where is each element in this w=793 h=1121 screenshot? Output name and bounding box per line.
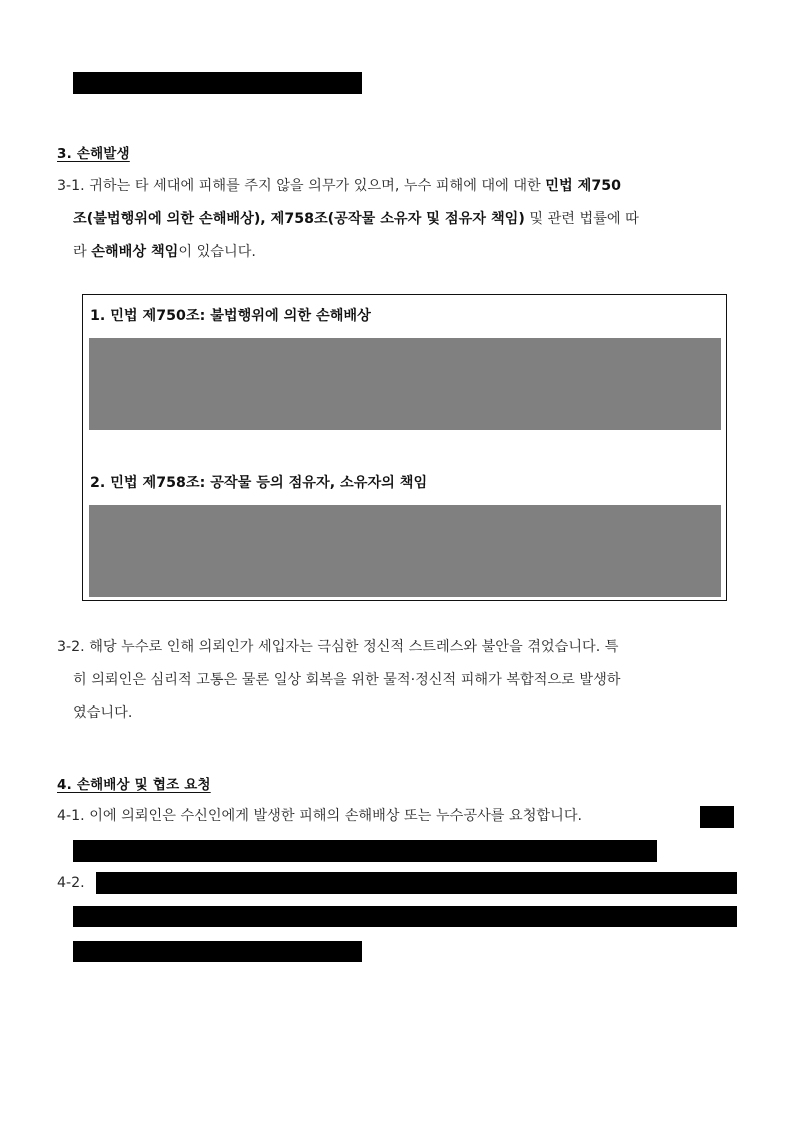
bold-text: 손해배상 책임 — [91, 244, 179, 260]
redaction-block — [96, 872, 737, 894]
text: 3-1. 귀하는 타 세대에 피해를 주지 않을 의무가 있으며, 누수 피해에 대에 대한 — [57, 178, 546, 194]
paragraph-3-1 — [57, 170, 737, 269]
section-4-title: 4. 손해배상 및 협조 요청 — [57, 777, 211, 793]
text: 라 — [73, 244, 92, 260]
bold-text: 조(불법행위에 의한 손해배상), 제758조(공작물 소유자 및 점유자 책임) — [73, 211, 525, 227]
redaction-block — [73, 941, 362, 962]
law-item-1-redacted-text — [89, 338, 721, 430]
paragraph-4-1 — [57, 800, 737, 833]
redaction-block — [73, 72, 362, 94]
law-item-2-redacted-text — [89, 505, 721, 597]
text: 이 있습니다. — [178, 244, 256, 260]
law-item-1-title: 1. 민법 제750조: 불법행위에 의한 손해배상 — [90, 308, 371, 324]
paragraph-3-2-line-3: 였습니다. — [73, 705, 133, 721]
section-3-title: 3. 손해발생 — [57, 146, 130, 162]
paragraph-3-2 — [57, 631, 737, 730]
paragraph-3-1-line-1 — [57, 170, 737, 203]
redaction-block — [73, 906, 737, 927]
paragraph-3-1-line-3 — [57, 236, 737, 269]
redaction-block — [73, 840, 657, 862]
text: 및 관련 법률에 따 — [524, 211, 639, 227]
paragraph-3-2-line-1: 3-2. 해당 누수로 인해 의뢰인가 세입자는 극심한 정신적 스트레스와 불안을 겪었습니다. 특 — [57, 639, 619, 655]
paragraph-4-2-label-text: 4-2. — [57, 875, 85, 891]
paragraph-3-2-line-2: 히 의뢰인은 심리적 고통은 물론 일상 회복을 위한 물적·정신적 피해가 복합적으로 발생하 — [73, 672, 621, 688]
law-box — [82, 294, 727, 601]
law-item-2-title: 2. 민법 제758조: 공작물 등의 점유자, 소유자의 책임 — [90, 475, 428, 491]
redaction-block — [700, 806, 734, 828]
paragraph-3-1-line-2 — [57, 203, 737, 236]
paragraph-4-1-line-1: 4-1. 이에 의뢰인은 수신인에게 발생한 피해의 손해배상 또는 누수공사를 요청합니다. — [57, 808, 583, 824]
bold-text: 민법 제750 — [545, 178, 621, 194]
